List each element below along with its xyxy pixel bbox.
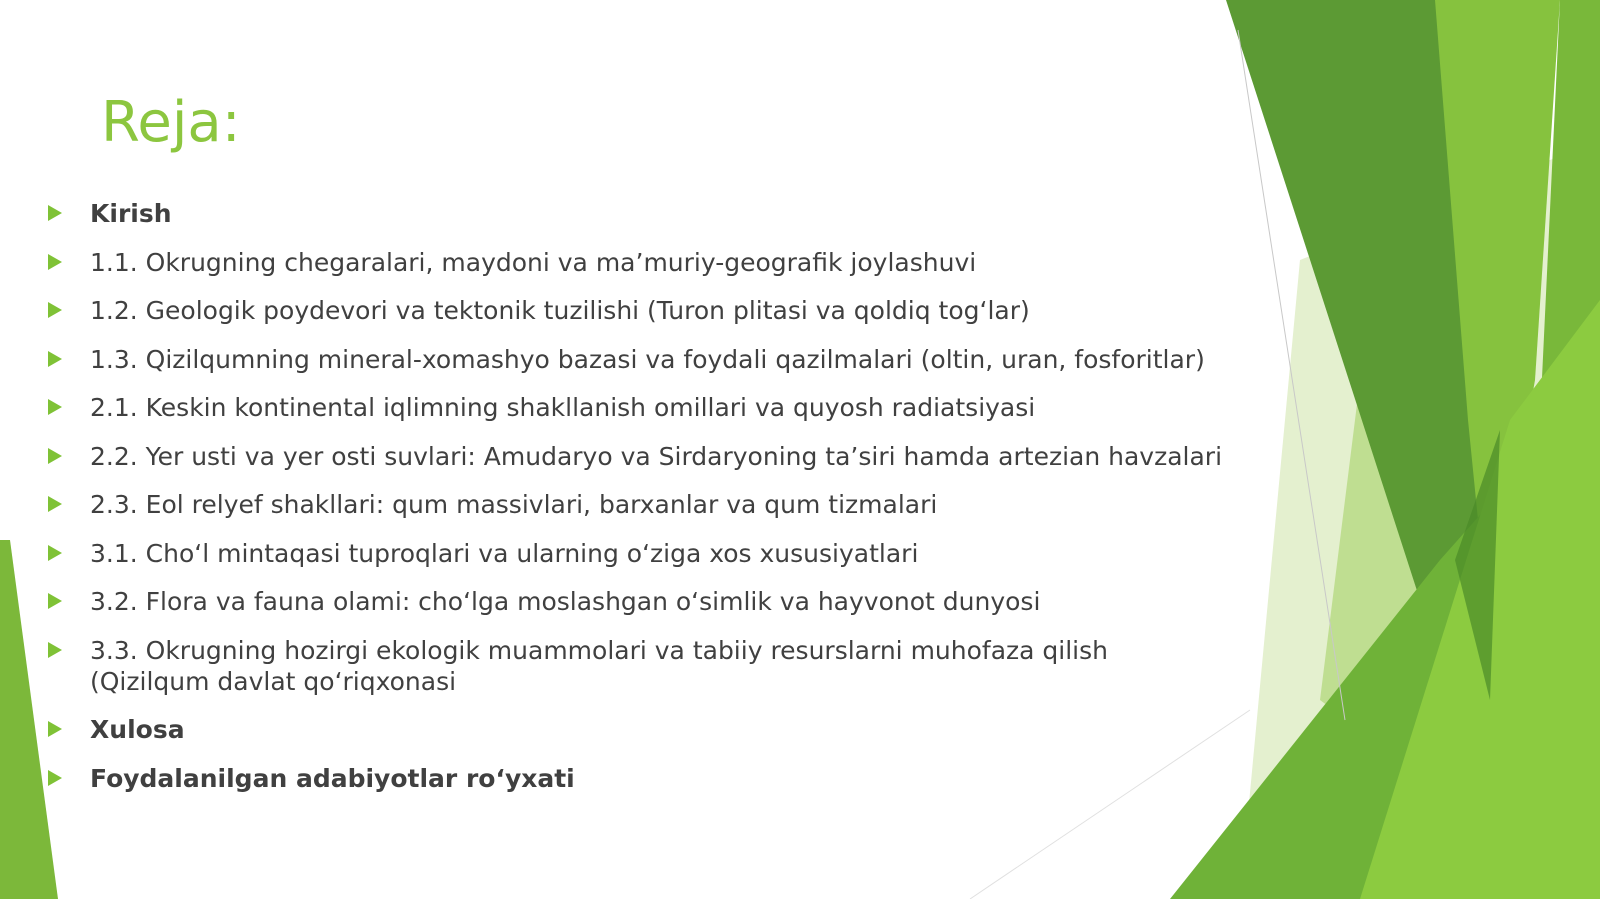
list-item-text: 2.2. Yer usti va yer osti suvlari: Amudaryo va Sirdaryoning ta’siri hamda artezian havzalari [90,441,1223,471]
triangle-bullet-icon [48,399,62,415]
list-item [46,635,1226,697]
list-item [46,198,1226,229]
list-item [46,714,1226,745]
triangle-bullet-icon [48,593,62,609]
triangle-bullet-icon [48,721,62,737]
list-item-text: 3.2. Flora va fauna olami: cho‘lga moslashgan o‘simlik va hayvonot dunyosi [90,587,1041,616]
triangle-bullet-icon [48,448,62,464]
list-item-text: 1.2. Geologik poydevori va tektonik tuzilishi (Turon plitasi va qoldiq tog‘lar) [90,296,1030,325]
triangle-bullet-icon [48,770,62,786]
triangle-bullet-icon [48,496,62,512]
slide-title: Reja: [101,90,241,155]
list-item [46,489,1226,520]
triangle-bullet-icon [48,302,62,318]
triangle-bullet-icon [48,205,62,221]
list-item [46,586,1226,617]
list-item-text: 2.3. Eol relyef shakllari: qum massivlari, barxanlar va qum tizmalari [90,490,938,519]
triangle-bullet-icon [48,351,62,367]
list-item [46,441,1226,472]
list-item [46,247,1226,278]
triangle-bullet-icon [48,642,62,658]
list-item-text: Xulosa [90,715,185,744]
list-item-text: 1.3. Qizilqumning mineral-xomashyo bazasi va foydali qazilmalari (oltin, uran, fosforitlar) [90,344,1205,374]
list-item-text: Kirish [90,199,172,228]
list-item [46,763,1226,794]
list-item-text: 3.3. Okrugning hozirgi ekologik muammolari va tabiiy resurslarni muhofaza qilish (Qizilqum davlat qo‘riqxonasi [90,635,1108,696]
list-item [46,344,1226,375]
list-item-text: 1.1. Okrugning chegaralari, maydoni va ma’muriy-geografik joylashuvi [90,247,977,277]
list-item-text: 2.1. Keskin kontinental iqlimning shakllanish omillari va quyosh radiatsiyasi [90,393,1036,422]
list-item-text: 3.1. Cho‘l mintaqasi tuproqlari va ularning o‘ziga xos xususiyatlari [90,538,919,568]
list-item [46,392,1226,423]
list-item [46,538,1226,569]
triangle-bullet-icon [48,545,62,561]
outline-list [46,198,1226,811]
list-item-text: Foydalanilgan adabiyotlar ro‘yxati [90,763,575,793]
triangle-bullet-icon [48,254,62,270]
list-item [46,295,1226,326]
